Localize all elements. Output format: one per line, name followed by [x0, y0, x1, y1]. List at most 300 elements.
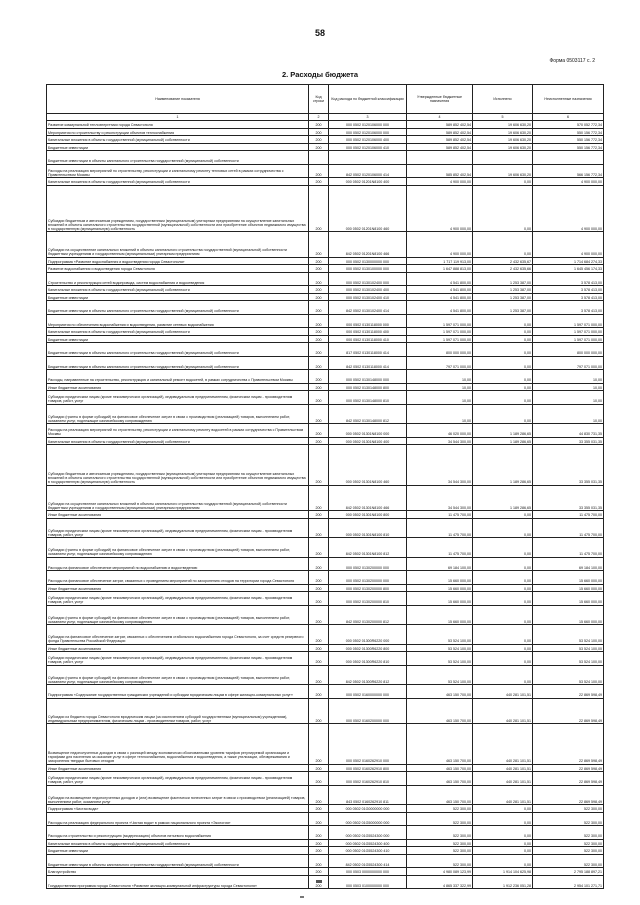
cell-indicator-name: Субсидии (гранты в форме субсидий) на финансовое обеспечение затрат в связи с производством (реализацией) товаров, выполнением работ, оказанием услуг, подлежащие казначейскому сопровождению [47, 538, 309, 558]
cell-approved: 522 300,00 [407, 839, 473, 847]
table-row [47, 265, 604, 273]
header-line-code: Код строки [309, 85, 329, 114]
cell-approved: 15 660 000,00 [407, 605, 473, 625]
table-row [47, 314, 604, 328]
column-numbers-row [47, 114, 604, 121]
cell-executed: 0,00 [473, 178, 533, 186]
cell-classification-code: 842 0502 01201N8100 466 [329, 232, 407, 258]
cell-classification-code: 000 0503 0000000000 000 [329, 868, 407, 876]
cell-remaining: 11 475 700,00 [533, 518, 604, 538]
table-row [47, 868, 604, 876]
cell-remaining: 4 900 000,00 [533, 178, 604, 186]
cell-approved: 1 597 071 000,00 [407, 335, 473, 343]
header-approved: Утвержденные бюджетные назначения [407, 85, 473, 114]
cell-line-code: 200 [309, 164, 329, 178]
cell-line-code: 200 [309, 265, 329, 273]
cell-line-code: 200 [309, 764, 329, 772]
cell-remaining: 53 524 100,00 [533, 652, 604, 666]
cell-executed: 1 189 286,65 [473, 437, 533, 445]
cell-indicator-name: Субсидии на осуществление капитальных вложений в объекты капитального строительства государственной (муниципальной) собственности бюджетным учреждениям и государственным (муниципальным) унитарным предприятиям [47, 232, 309, 258]
cell-line-code: 200 [309, 571, 329, 585]
table-row [47, 511, 604, 519]
cell-line-code: 200 [309, 286, 329, 294]
cell-indicator-name: Капитальные вложения в объекты государственной (муниципальной) собственности [47, 328, 309, 336]
table-row [47, 301, 604, 315]
cell-approved: 11 475 700,00 [407, 538, 473, 558]
cell-approved: 589 852 402,54 [407, 143, 473, 151]
cell-classification-code: 000 0502 0130100000 000 [329, 265, 407, 273]
cell-approved: 46 020 000,00 [407, 424, 473, 438]
cell-classification-code: 842 0502 01301N8100 812 [329, 538, 407, 558]
cell-indicator-name: Субсидии на возмещение недополученных доходов и (или) возмещение фактически понесенных затрат в связи с производством (реализацией) товаров, выполнением работ, оказанием услуг [47, 785, 309, 805]
table-row [47, 571, 604, 585]
table-row [47, 257, 604, 265]
cell-remaining: 1 597 071 000,00 [533, 328, 604, 336]
cell-line-code: 200 [309, 592, 329, 606]
cell-executed: 0,00 [473, 314, 533, 328]
cell-line-code: 200 [309, 232, 329, 258]
cell-indicator-name: Субсидии из бюджета города Севастополя юридическим лицам (за исключением субсидий государственным (муниципальным) учреждениям), индивидуальным предпринимателям, физическим лицам - производителям товаров, работ, услуг [47, 698, 309, 724]
cell-approved: 10,00 [407, 404, 473, 424]
cell-indicator-name: Бюджетные инвестиции в объекты капитального строительства государственной (муниципальной) собственности [47, 854, 309, 868]
cell-classification-code: 000 0502 0130200000 800 [329, 584, 407, 592]
cell-approved: 463 150 700,00 [407, 724, 473, 765]
table-row [47, 424, 604, 438]
cell-approved: 522 300,00 [407, 854, 473, 868]
cell-line-code: 200 [309, 685, 329, 699]
table-row [47, 286, 604, 294]
cell-indicator-name: Развитие водоснабжения и водоотведения города Севастополя [47, 265, 309, 273]
cell-classification-code: 000 0502 0130000000 000 [329, 257, 407, 265]
cell-line-code: 200 [309, 584, 329, 592]
table-row [47, 185, 604, 232]
cell-remaining: 522 300,00 [533, 826, 604, 840]
cell-classification-code: 000 0502 01201N8100 460 [329, 185, 407, 232]
cell-remaining: 33 355 031,35 [533, 445, 604, 486]
cell-indicator-name: Иные бюджетные ассигнования [47, 383, 309, 391]
cell-executed: 440 281 101,51 [473, 785, 533, 805]
header-classification-code: Код расхода по бюджетной классификации [329, 85, 407, 114]
cell-classification-code: 000 0502 0160262910 810 [329, 772, 407, 786]
cell-classification-code: 842 0502 01G5524300 414 [329, 854, 407, 868]
cell-indicator-name: Благоустройство [47, 868, 309, 876]
cell-executed: 0,00 [473, 391, 533, 405]
cell-remaining: 10,00 [533, 391, 604, 405]
cell-classification-code: 000 0502 01301N8100 810 [329, 518, 407, 538]
cell-line-code: 200 [309, 383, 329, 391]
cell-remaining: 522 300,00 [533, 854, 604, 868]
cell-classification-code: 000 0502 0130148000 810 [329, 391, 407, 405]
cell-indicator-name: Расходы на реализацию федерального проекта «Чистая вода» в рамках национального проекта «Экология» [47, 812, 309, 826]
cell-indicator-name: Субсидии юридическим лицам (кроме некоммерческих организаций), индивидуальным предпринимателям, физическим лицам - производителям товаров, работ, услуг [47, 772, 309, 786]
cell-line-code: 200 [309, 812, 329, 826]
table-row [47, 875, 604, 889]
table-row [47, 625, 604, 645]
cell-line-code: 200 [309, 772, 329, 786]
cell-indicator-name: Субсидии бюджетным и автономным учреждениям, государственным (муниципальным) унитарным предприятиям на осуществление капитальных вложений в объекты капитального строительства государственной (муниципальной) собственности или приобретение объектов недвижимого имущества в государственную (муниципальную) собственность [47, 445, 309, 486]
cell-indicator-name: Государственная программа города Севастополя «Развитие жилищно-коммунальной инфраструктуры города Севастополя» [47, 875, 309, 889]
cell-remaining: 10,00 [533, 370, 604, 384]
cell-indicator-name: Субсидии юридическим лицам (кроме некоммерческих организаций), индивидуальным предпринимателям, физическим лицам - производителям товаров, работ, услуг [47, 652, 309, 666]
cell-line-code: 200 [309, 136, 329, 144]
cell-remaining: 1 597 071 000,00 [533, 314, 604, 328]
cell-approved: 522 300,00 [407, 812, 473, 826]
cell-classification-code: 000 0502 0160200000 000 [329, 698, 407, 724]
table-row [47, 343, 604, 357]
cell-executed: 0,00 [473, 805, 533, 813]
cell-remaining: 2 954 101 271,71 [533, 875, 604, 889]
cell-line-code: 200 [309, 391, 329, 405]
cell-approved: 589 852 402,54 [407, 128, 473, 136]
cell-remaining: 1 645 456 174,33 [533, 265, 604, 273]
cell-indicator-name: Расходы, направленные на строительство, реконструкцию и капитальный ремонт водосетей, в рамках сотрудничества с Правительством Москвы [47, 370, 309, 384]
cell-executed: 0,00 [473, 185, 533, 232]
cell-approved: 463 150 700,00 [407, 764, 473, 772]
cell-line-code: 200 [309, 293, 329, 301]
cell-approved: 585 852 402,54 [407, 164, 473, 178]
cell-line-code: 200 [309, 185, 329, 232]
cell-indicator-name: Подпрограмма «Развитие водоснабжения и водоотведения города Севастополя» [47, 257, 309, 265]
header-indicator-name: Наименование показателя [47, 85, 309, 114]
cell-approved: 34 544 300,00 [407, 445, 473, 486]
table-row [47, 136, 604, 144]
cell-line-code: 200 [309, 328, 329, 336]
cell-remaining: 570 052 772,34 [533, 121, 604, 129]
cell-remaining: 11 475 700,00 [533, 511, 604, 519]
cell-approved: 10,00 [407, 370, 473, 384]
table-row [47, 164, 604, 178]
cell-classification-code: 000 0502 0130200000 000 [329, 557, 407, 571]
cell-indicator-name: Субсидии (гранты в форме субсидий) на финансовое обеспечение затрат в связи с производством (реализацией) товаров, выполнением работ, оказанием услуг, подлежащие казначейскому сопровождению [47, 404, 309, 424]
cell-executed: 0,00 [473, 370, 533, 384]
form-code: Форма 0503117 с. 2 [549, 58, 595, 64]
cell-classification-code: 000 0502 01G0000000 000 [329, 805, 407, 813]
table-row [47, 812, 604, 826]
cell-executed: 0,00 [473, 232, 533, 258]
cell-indicator-name: Субсидии юридическим лицам (кроме некоммерческих организаций), индивидуальным предпринимателям, физическим лицам - производителям товаров, работ, услуг [47, 592, 309, 606]
cell-executed: 0,00 [473, 839, 533, 847]
cell-indicator-name: Бюджетные инвестиции [47, 143, 309, 151]
cell-executed: 1 189 286,65 [473, 445, 533, 486]
cell-classification-code: 000 0502 01301N8100 460 [329, 445, 407, 486]
cell-executed: 0,00 [473, 625, 533, 645]
cell-approved: 522 300,00 [407, 847, 473, 855]
table-body [47, 121, 604, 889]
cell-indicator-name: Бюджетные инвестиции в объекты капитального строительства государственной (муниципальной) собственности [47, 301, 309, 315]
cell-line-code: 200 [309, 652, 329, 666]
cell-line-code: 200 [309, 518, 329, 538]
cell-line-code: 200 [309, 698, 329, 724]
cell-approved: 53 524 100,00 [407, 652, 473, 666]
cell-remaining: 550 156 772,34 [533, 143, 604, 151]
cell-classification-code: 000 0502 0130200000 810 [329, 592, 407, 606]
section-title: 2. Расходы бюджета [281, 70, 359, 79]
cell-line-code: 200 [309, 511, 329, 519]
cell-indicator-name: Мероприятия по строительству и реконструкции объектов теплоснабжения [47, 128, 309, 136]
table-row [47, 785, 604, 805]
col-number: 4 [407, 114, 473, 121]
cell-classification-code: 000 0502 0130200000 000 [329, 571, 407, 585]
cell-remaining: 44 830 731,35 [533, 424, 604, 438]
cell-indicator-name: Иные бюджетные ассигнования [47, 511, 309, 519]
cell-line-code: 200 [309, 437, 329, 445]
cell-classification-code: 000 0502 0130118000 410 [329, 335, 407, 343]
cell-indicator-name: Бюджетные инвестиции в объекты капитального строительства государственной (муниципальной) собственности [47, 356, 309, 370]
cell-indicator-name: Субсидии (гранты в форме субсидий) на финансовое обеспечение затрат в связи с производством (реализацией) товаров, выполнением работ, оказанием услуг, подлежащие казначейскому сопровождению [47, 605, 309, 625]
cell-executed: 0,00 [473, 404, 533, 424]
table-row [47, 685, 604, 699]
cell-indicator-name: Бюджетные инвестиции в объекты капитального строительства государственной (муниципальной) собственности [47, 151, 309, 165]
cell-remaining: 22 869 598,49 [533, 698, 604, 724]
cell-indicator-name: Бюджетные инвестиции [47, 847, 309, 855]
cell-indicator-name: Капитальные вложения в объекты государственной (муниципальной) собственности [47, 136, 309, 144]
table-row [47, 370, 604, 384]
cell-line-code: 200 [309, 605, 329, 625]
cell-classification-code: 000 0502 01300R6220 000 [329, 625, 407, 645]
cell-executed: 1 253 387,00 [473, 272, 533, 286]
cell-executed: 2 432 635,66 [473, 265, 533, 273]
cell-remaining: 22 869 598,49 [533, 724, 604, 765]
cell-indicator-name: Субсидии юридическим лицам (кроме некоммерческих организаций), индивидуальным предпринимателям, физическим лицам - производителям товаров, работ, услуг [47, 391, 309, 405]
cell-remaining: 550 156 772,34 [533, 136, 604, 144]
expenditure-table [46, 84, 604, 889]
col-number: 1 [47, 114, 309, 121]
cell-executed: 0,00 [473, 383, 533, 391]
cell-remaining: 797 071 000,00 [533, 356, 604, 370]
cell-classification-code: 000 0502 01G5524300 400 [329, 839, 407, 847]
table-row [47, 128, 604, 136]
cell-executed: 440 281 101,51 [473, 698, 533, 724]
cell-line-code: 200 [309, 644, 329, 652]
cell-approved: 11 475 700,00 [407, 518, 473, 538]
cell-approved: 34 544 300,00 [407, 437, 473, 445]
cell-classification-code: 000 0502 01G5524300 410 [329, 847, 407, 855]
cell-approved: 4 541 800,00 [407, 293, 473, 301]
cell-remaining: 22 869 598,49 [533, 785, 604, 805]
cell-classification-code: 842 0502 01300R6220 812 [329, 665, 407, 685]
cell-remaining: 566 156 772,34 [533, 164, 604, 178]
cell-executed: 0,00 [473, 644, 533, 652]
cell-approved: 1 597 071 000,00 [407, 314, 473, 328]
cell-approved: 463 150 700,00 [407, 772, 473, 786]
table-header-row [47, 85, 604, 114]
cell-executed: 0,00 [473, 812, 533, 826]
table-row [47, 437, 604, 445]
cell-line-code: 200 [309, 625, 329, 645]
cell-remaining: 15 660 000,00 [533, 584, 604, 592]
cell-executed: 0,00 [473, 592, 533, 606]
col-number: 5 [473, 114, 533, 121]
cell-line-code: 200 [309, 257, 329, 265]
cell-indicator-name: Капитальные вложения в объекты государственной (муниципальной) собственности [47, 839, 309, 847]
cell-indicator-name: Расходы на реализацию мероприятий по строительству, реконструкции и капитальному ремонту тепловых сетей в рамках сотрудничества с Правительством Москвы [47, 164, 309, 178]
cell-indicator-name: Иные бюджетные ассигнования [47, 584, 309, 592]
cell-approved: 4 541 800,00 [407, 272, 473, 286]
cell-indicator-name: Субсидии бюджетным и автономным учреждениям, государственным (муниципальным) унитарным предприятиям на осуществление капитальных вложений в объекты капитального строительства государственной (муниципальной) собственности или приобретение объектов недвижимого имущества в государственную (муниципальную) собственность [47, 185, 309, 232]
cell-line-code: 200 [309, 854, 329, 868]
cell-classification-code: 842 0502 0130200000 812 [329, 605, 407, 625]
cell-executed: 2 432 635,67 [473, 257, 533, 265]
cell-remaining: 15 660 000,00 [533, 571, 604, 585]
table-row [47, 143, 604, 151]
cell-executed: 1 253 387,00 [473, 293, 533, 301]
cell-approved [407, 151, 473, 165]
table-row [47, 605, 604, 625]
cell-classification-code: 842 0502 0130148000 812 [329, 404, 407, 424]
cell-line-code: 200 [309, 314, 329, 328]
cell-line-code: 200 [309, 143, 329, 151]
table-row [47, 383, 604, 391]
col-number: 3 [329, 114, 407, 121]
cell-classification-code: 000 0502 0160262910 800 [329, 764, 407, 772]
cell-indicator-name: Субсидии (гранты в форме субсидий) на финансовое обеспечение затрат в связи с производством (реализацией) товаров, выполнением работ, оказанием услуг, подлежащие казначейскому сопровождению [47, 665, 309, 685]
cell-remaining: 522 300,00 [533, 805, 604, 813]
cell-approved: 800 000 000,00 [407, 343, 473, 357]
cell-executed: 440 281 101,51 [473, 772, 533, 786]
cell-remaining: 2 795 188 897,21 [533, 868, 604, 876]
header-executed: Исполнено [473, 85, 533, 114]
cell-classification-code: 000 0502 0120106000 410 [329, 143, 407, 151]
cell-line-code: 200 [309, 485, 329, 511]
cell-remaining: 10,00 [533, 404, 604, 424]
page-number: 58 [314, 28, 325, 38]
table-row [47, 665, 604, 685]
table-row [47, 293, 604, 301]
table-row [47, 485, 604, 511]
cell-classification-code: 000 0502 0130118000 400 [329, 328, 407, 336]
cell-remaining: 53 524 100,00 [533, 665, 604, 685]
cell-line-code: 200 [309, 557, 329, 571]
table-row [47, 698, 604, 724]
cell-indicator-name: Бюджетные инвестиции [47, 293, 309, 301]
cell-executed: 0,00 [473, 652, 533, 666]
cell-line-code: 200 [309, 356, 329, 370]
table-row [47, 272, 604, 286]
cell-executed: 0,00 [473, 343, 533, 357]
cell-classification-code: 000 0502 0130148000 800 [329, 383, 407, 391]
cell-classification-code: 000 0502 0130102400 400 [329, 286, 407, 294]
cell-remaining: 22 869 598,49 [533, 764, 604, 772]
cell-line-code: 200 [309, 343, 329, 357]
cell-executed: 1 253 387,00 [473, 301, 533, 315]
cell-executed: 19 606 630,20 [473, 164, 533, 178]
cell-executed: 0,00 [473, 571, 533, 585]
cell-line-code: 200 [309, 724, 329, 765]
cell-classification-code: 000 0502 01300R6220 810 [329, 652, 407, 666]
cell-executed [473, 151, 533, 165]
cell-indicator-name: Капитальные вложения в объекты государственной (муниципальной) собственности [47, 437, 309, 445]
table-row [47, 847, 604, 855]
cell-remaining: 53 524 100,00 [533, 644, 604, 652]
cell-line-code: 200 [309, 178, 329, 186]
table-row [47, 652, 604, 666]
cell-line-code [309, 151, 329, 165]
cell-line-code: 200 [309, 839, 329, 847]
cell-remaining: 522 300,00 [533, 847, 604, 855]
cell-line-code: 200 [309, 272, 329, 286]
cell-line-code: 200 [309, 785, 329, 805]
cell-classification-code: 000 0502 0160262910 000 [329, 724, 407, 765]
cell-approved: 522 300,00 [407, 805, 473, 813]
cell-approved: 10,00 [407, 391, 473, 405]
cell-approved: 10,00 [407, 383, 473, 391]
cell-classification-code: 000 0502 01301N8100 400 [329, 437, 407, 445]
cell-approved: 69 184 100,00 [407, 557, 473, 571]
cell-executed: 1 912 236 051,28 [473, 875, 533, 889]
cell-executed: 0,00 [473, 584, 533, 592]
cell-executed: 440 281 101,51 [473, 764, 533, 772]
cell-classification-code: 000 0502 0130102400 000 [329, 272, 407, 286]
cell-classification-code: 000 0502 0120106000 000 [329, 128, 407, 136]
col-number: 2 [309, 114, 329, 121]
cell-remaining: 4 900 000,00 [533, 232, 604, 258]
cell-indicator-name: Капитальные вложения в объекты государственной (муниципальной) собственности [47, 178, 309, 186]
cell-executed: 0,00 [473, 328, 533, 336]
cell-executed: 0,00 [473, 605, 533, 625]
cell-line-code: 200 [309, 665, 329, 685]
cell-approved: 15 660 000,00 [407, 584, 473, 592]
table-row [47, 445, 604, 486]
cell-remaining: 522 300,00 [533, 812, 604, 826]
cell-remaining: 22 869 598,49 [533, 685, 604, 699]
cell-indicator-name: Субсидии на осуществление капитальных вложений в объекты капитального строительства государственной (муниципальной) собственности бюджетным учреждениям и государственным (муниципальным) унитарным предприятиям [47, 485, 309, 511]
cell-classification-code: 000 0502 0130148000 000 [329, 370, 407, 384]
cell-remaining: 33 355 031,35 [533, 437, 604, 445]
cell-executed: 0,00 [473, 854, 533, 868]
table-row [47, 584, 604, 592]
cell-executed: 0,00 [473, 826, 533, 840]
cell-classification-code: 000 0502 01G5000000 000 [329, 812, 407, 826]
cell-remaining: 1 597 071 000,00 [533, 335, 604, 343]
cell-remaining: 33 355 031,35 [533, 485, 604, 511]
table-row [47, 839, 604, 847]
cell-classification-code: 000 0502 01301N8100 000 [329, 424, 407, 438]
cell-line-code: 200 [309, 424, 329, 438]
cell-approved: 4 865 337 322,99 [407, 875, 473, 889]
table-row [47, 178, 604, 186]
cell-classification-code: 000 0502 0160000000 000 [329, 685, 407, 699]
cell-executed: 0,00 [473, 665, 533, 685]
cell-approved: 1 647 888 813,00 [407, 265, 473, 273]
table-row [47, 854, 604, 868]
table-row [47, 518, 604, 538]
cell-line-code: 200 [309, 538, 329, 558]
cell-approved: 463 150 700,00 [407, 785, 473, 805]
cell-approved: 4 900 000,00 [407, 178, 473, 186]
table-row [47, 356, 604, 370]
cell-executed: 19 606 630,20 [473, 136, 533, 144]
cell-remaining: 3 578 413,00 [533, 286, 604, 294]
cell-line-code: 200 [309, 805, 329, 813]
cell-line-code: 200 [309, 445, 329, 486]
cell-approved: 589 852 402,54 [407, 121, 473, 129]
table-row [47, 232, 604, 258]
cell-executed: 0,00 [473, 356, 533, 370]
expenditure-table-container [46, 84, 603, 888]
col-number: 6 [533, 114, 604, 121]
cell-line-code: 200 [309, 370, 329, 384]
cell-indicator-name: Расходы на финансовое обеспечение мероприятий по водоснабжению и водоотведению [47, 557, 309, 571]
cell-remaining: 800 000 000,00 [533, 343, 604, 357]
cell-classification-code: 000 0502 01301N8100 800 [329, 511, 407, 519]
cell-executed: 19 606 630,20 [473, 143, 533, 151]
cell-indicator-name: Подпрограмма «Содержание государственных гражданских учреждений и субсидии юридическим лицам в сфере жилищно-коммунальных услуг» [47, 685, 309, 699]
table-row [47, 772, 604, 786]
cell-remaining: 15 660 000,00 [533, 592, 604, 606]
cell-approved: 797 071 000,00 [407, 356, 473, 370]
cell-line-code: 200 [309, 404, 329, 424]
cell-indicator-name: Расходы на финансовое обеспечение затрат, связанных с проведением мероприятий по захоронению отходов на территории города Севастополя [47, 571, 309, 585]
